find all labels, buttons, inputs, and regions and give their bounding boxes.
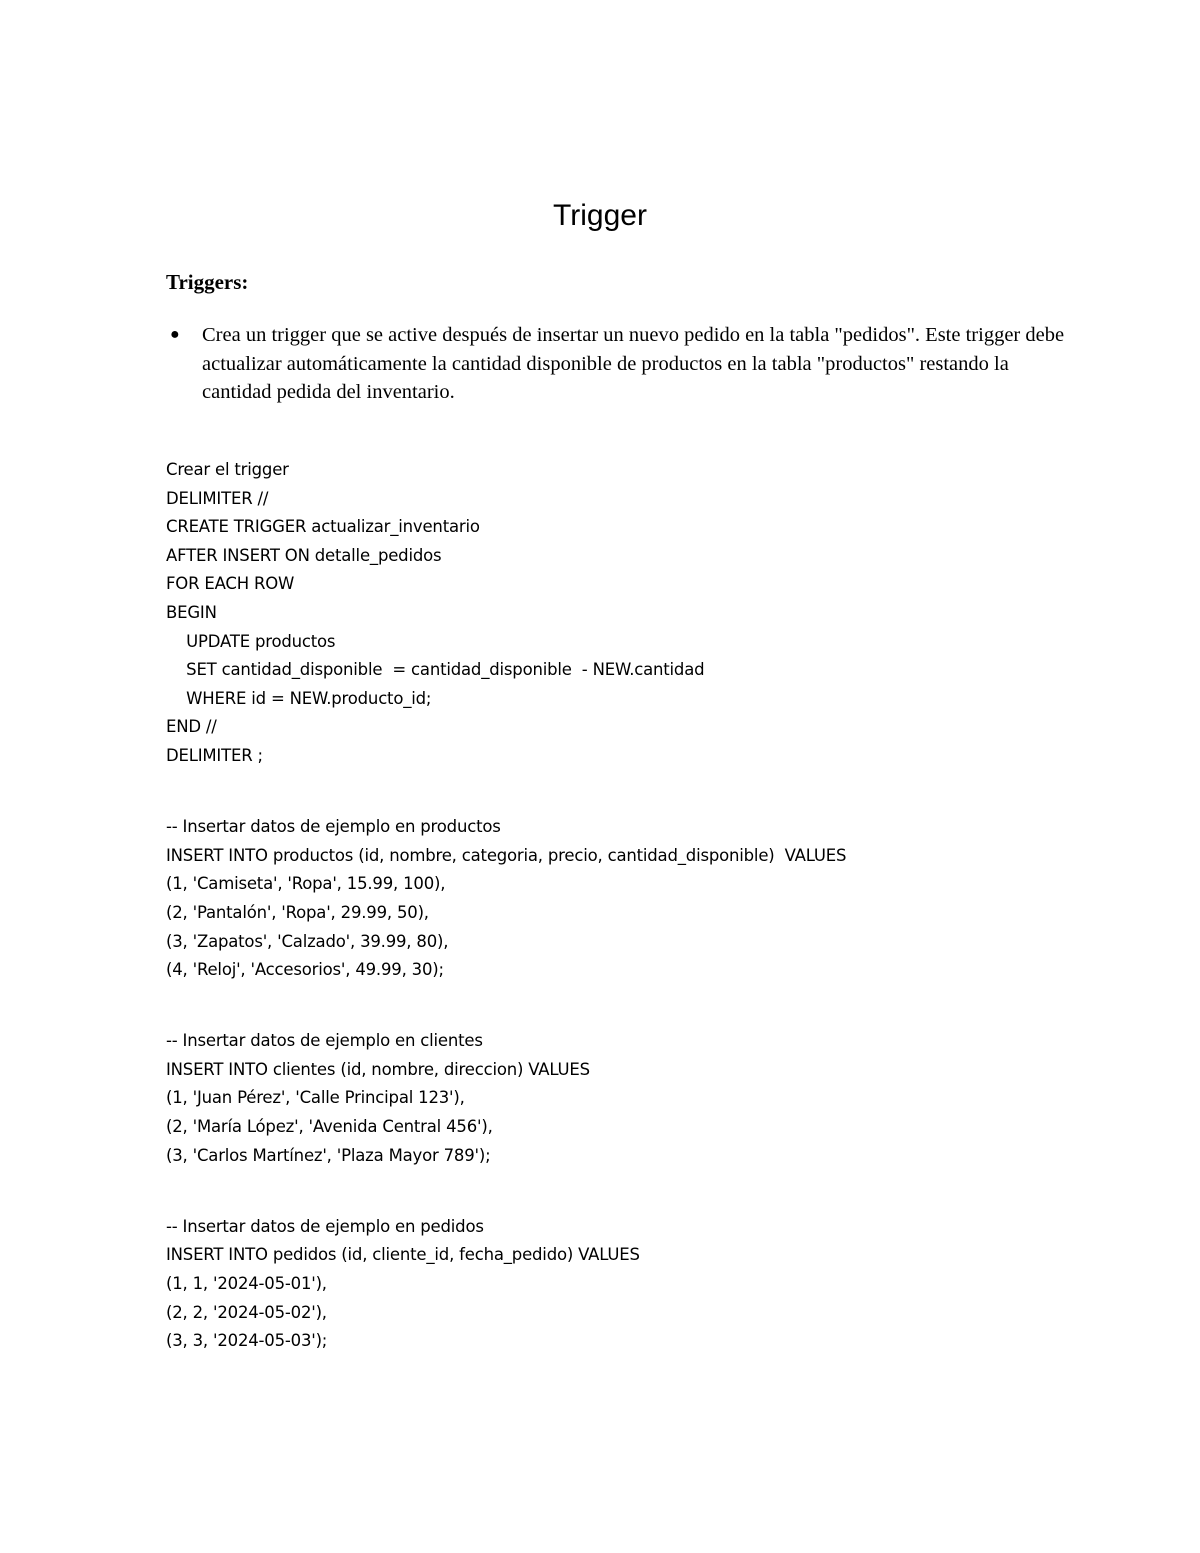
code-line: INSERT INTO productos (id, nombre, categoria, precio, cantidad_disponible) VALUES [166, 845, 847, 865]
code-line: (3, 'Zapatos', 'Calzado', 39.99, 80), [166, 931, 449, 951]
code-line: (3, 3, '2024-05-03'); [166, 1331, 328, 1351]
code-line: DELIMITER // [166, 488, 269, 508]
code-line: BEGIN [166, 602, 217, 622]
code-comment: -- Insertar datos de ejemplo en productos [166, 817, 501, 837]
bullet-text: Crea un trigger que se active después de insertar un nuevo pedido en la tabla "pedidos". Este trigger debe actualizar automáticamente la cantidad disponible de productos en la tabla "productos" restando la cantidad pedida del inventario. [202, 324, 1065, 403]
code-line: (3, 'Carlos Martínez', 'Plaza Mayor 789'); [166, 1145, 491, 1165]
code-line: (2, 'María López', 'Avenida Central 456'), [166, 1117, 493, 1137]
bullet-list [166, 321, 1066, 407]
section-heading: Triggers: [166, 270, 249, 294]
code-line: INSERT INTO clientes (id, nombre, direccion) VALUES [166, 1059, 590, 1079]
productos-insert-block [166, 813, 1066, 985]
spacer [166, 1170, 1066, 1199]
code-comment: -- Insertar datos de ejemplo en clientes [166, 1031, 483, 1051]
code-line: (1, 1, '2024-05-01'), [166, 1274, 327, 1294]
bullet-item [166, 321, 1066, 407]
spacer [166, 771, 1066, 800]
code-line: (4, 'Reloj', 'Accesorios', 49.99, 30); [166, 960, 444, 980]
spacer [166, 1199, 1066, 1213]
pedidos-insert-block [166, 1213, 1066, 1356]
code-line: INSERT INTO pedidos (id, cliente_id, fecha_pedido) VALUES [166, 1245, 640, 1265]
code-line: UPDATE productos [166, 631, 336, 651]
bullet-dot-icon: ● [170, 326, 180, 343]
code-line: (1, 'Camiseta', 'Ropa', 15.99, 100), [166, 874, 446, 894]
code-line: Crear el trigger [166, 460, 289, 479]
code-line: WHERE id = NEW.producto_id; [166, 688, 432, 708]
spacer [166, 985, 1066, 1014]
code-comment: -- Insertar datos de ejemplo en pedidos [166, 1216, 484, 1236]
code-line: (1, 'Juan Pérez', 'Calle Principal 123'), [166, 1088, 465, 1108]
code-line: (2, 2, '2024-05-02'), [166, 1302, 327, 1322]
code-line: (2, 'Pantalón', 'Ropa', 29.99, 50), [166, 902, 429, 922]
code-line: END // [166, 717, 217, 737]
code-line: AFTER INSERT ON detalle_pedidos [166, 545, 442, 565]
document-title: Trigger [553, 199, 647, 232]
code-line: DELIMITER ; [166, 745, 263, 765]
spacer [166, 799, 1066, 813]
trigger-definition-block [166, 456, 1066, 771]
clientes-insert-block [166, 1027, 1066, 1170]
sql-code-block [166, 456, 1066, 1356]
spacer [166, 1013, 1066, 1027]
code-line: SET cantidad_disponible = cantidad_disponible - NEW.cantidad [166, 660, 705, 680]
code-line: FOR EACH ROW [166, 574, 295, 594]
code-line: CREATE TRIGGER actualizar_inventario [166, 517, 480, 537]
